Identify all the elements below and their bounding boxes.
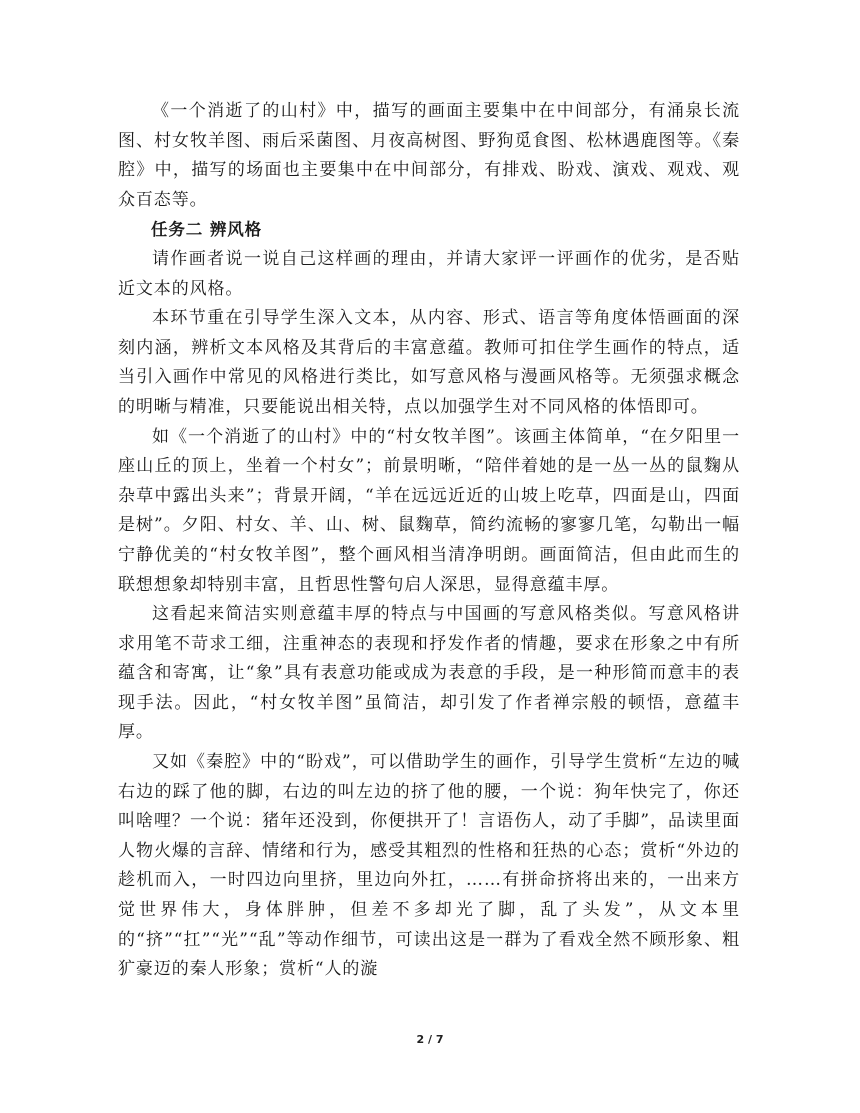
paragraph-shepherd-example: 如《一个消逝了的山村》中的“村女牧羊图”。该画主体简单，“在夕阳里一座山丘的顶上，坐着一个村女”；前景明晰，“陪伴着她的是一丛一丛的鼠麴从杂草中露出头来”；背景开阔，“羊在远远近近的山坡上吃草，四面是山，四面是树”。夕阳、村女、羊、山、树、鼠麴草，简约流畅的寥寥几笔，勾勒出一幅宁静优美的“村女牧羊图”，整个画风相当清净明朗。画面简洁，但由此而生的联想想象却特别丰富，且哲思性警句启人深思，显得意蕴丰厚。: [118, 426, 740, 595]
paragraph-freehand-style: 这看起来简洁实则意蕴丰厚的特点与中国画的写意风格类似。写意风格讲求用笔不苛求工细，注重神态的表现和抒发作者的情趣，要求在形象之中有所蕴含和寄寓，让“象”具有表意功能或成为表意的手段，是一种形简而意丰的表现手法。因此，“村女牧羊图”虽简洁，却引发了作者禅宗般的顿悟，意蕴丰厚。: [118, 604, 740, 743]
paragraph-task-instruction: 请作画者说一说自己这样画的理由，并请大家评一评画作的优劣，是否贴近文本的风格。: [118, 248, 740, 299]
document-body: [118, 97, 740, 985]
paragraph-teaching-focus: 本环节重在引导学生深入文本，从内容、形式、语言等角度体悟画面的深刻内涵，辨析文本风格及其背后的丰富意蕴。教师可扣住学生画作的特点，适当引入画作中常见的风格进行类比，如写意风格与漫画风格等。无须强求概念的明晰与精准，只要能说出相关特，点以加强学生对不同风格的体悟即可。: [118, 308, 740, 417]
paragraph-qinqiang-example: 又如《秦腔》中的“盼戏”，可以借助学生的画作，引导学生赏析“左边的喊右边的踩了他的脚，右边的叫左边的挤了他的腰，一个说：狗年快完了，你还叫啥哩？一个说：猪年还没到，你便拱开了！言语伤人，动了手脚”，品读里面人物火爆的言辞、情绪和行为，感受其粗烈的性格和狂热的心态；赏析“外边的趁机而入，一时四边向里挤，里边向外扛，……有拼命挤将出来的，一出来方觉世界伟大，身体胖肿，但差不多却光了脚，乱了头发”，从文本里的“挤”“扛”“光”“乱”等动作细节，可读出这是一群为了看戏全然不顾形象、粗犷豪迈的秦人形象；赏析“人的漩: [118, 752, 740, 980]
page-number: 2 / 7: [416, 1033, 444, 1046]
section-heading-task-two: 任务二 辨风格: [151, 220, 263, 240]
paragraph-scene-summary: 《一个消逝了的山村》中，描写的画面主要集中在中间部分，有涌泉长流图、村女牧羊图、雨后采菌图、月夜高树图、野狗觅食图、松林遇鹿图等。《秦腔》中，描写的场面也主要集中在中间部分，有排戏、盼戏、演戏、观戏、观众百态等。: [118, 101, 740, 210]
